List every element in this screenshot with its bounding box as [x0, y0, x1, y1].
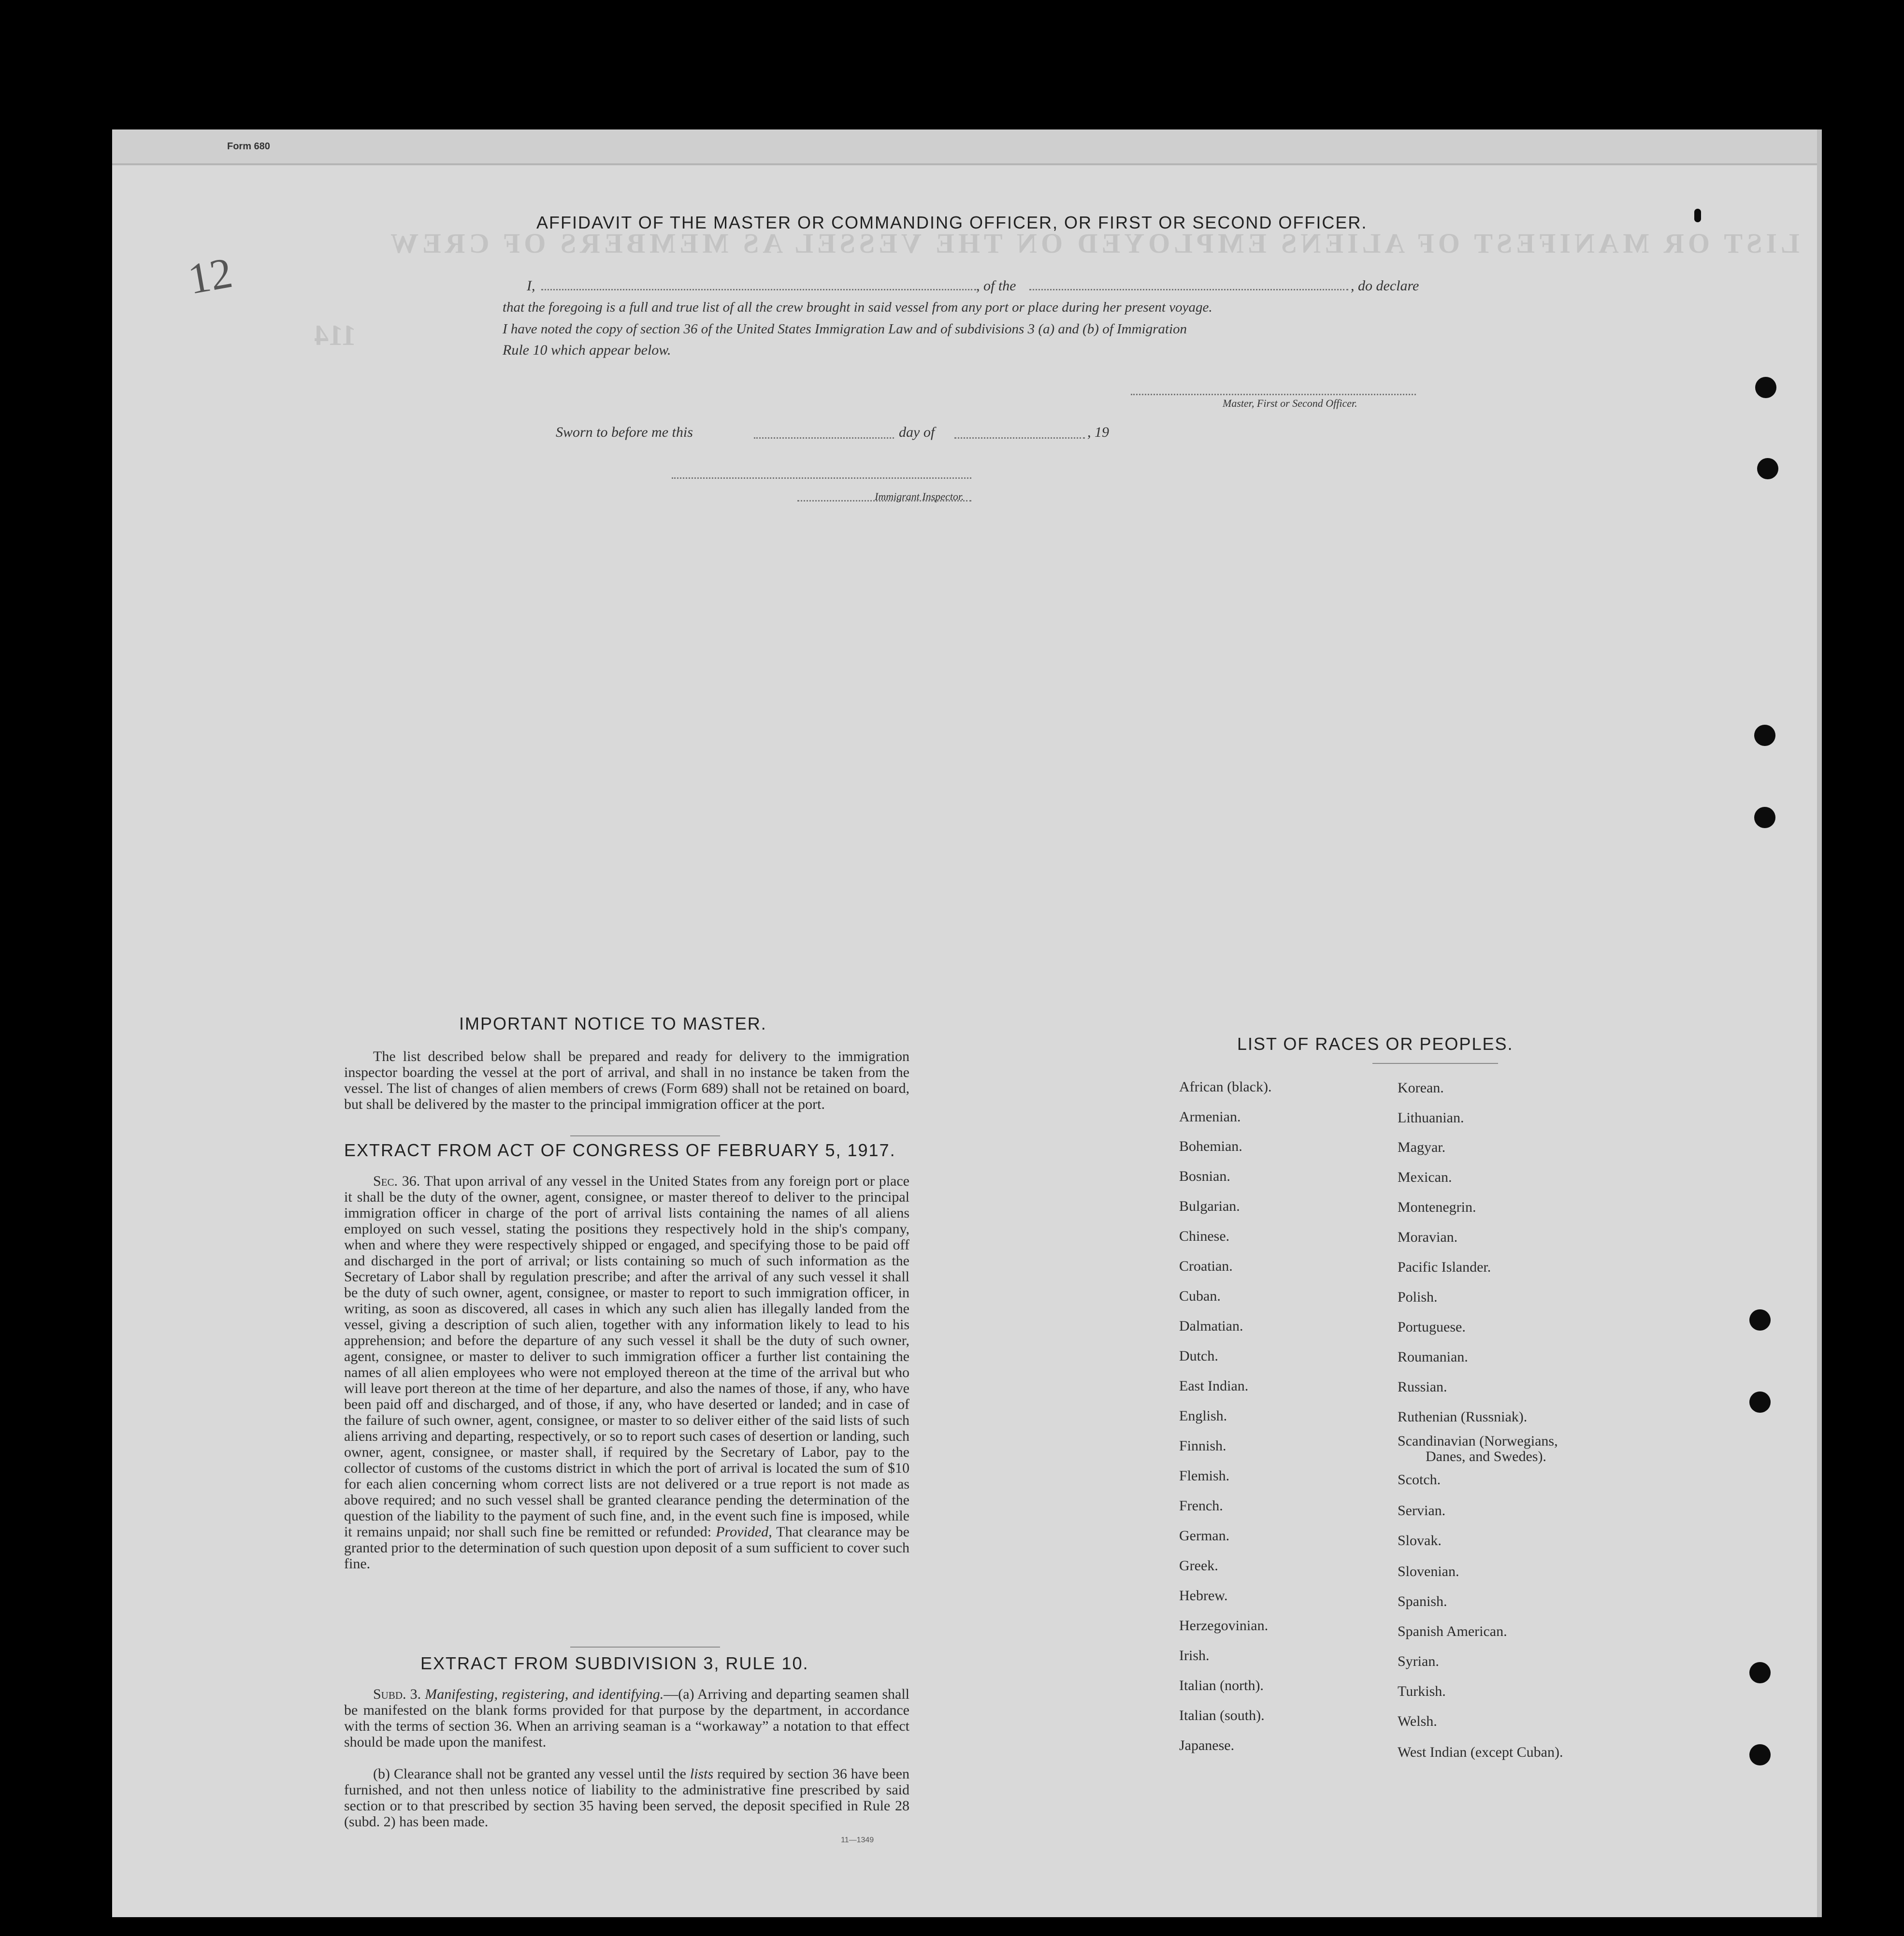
- extract-act-heading: EXTRACT FROM ACT OF CONGRESS OF FEBRUARY 5, 1917.: [344, 1140, 896, 1160]
- race-item: Moravian.: [1398, 1229, 1458, 1245]
- affidavit-line4: Rule 10 which appear below.: [503, 342, 671, 358]
- race-item: Scandinavian (Norwegians,: [1398, 1433, 1558, 1449]
- race-item: Flemish.: [1179, 1468, 1230, 1484]
- bleed-through-heading: LIST OR MANIFEST OF ALIENS EMPLOYED ON THE VESSEL AS MEMBERS OF CREW: [387, 228, 1800, 259]
- affidavit-line1-end: , do declare: [1351, 278, 1419, 294]
- race-item: Slovenian.: [1398, 1563, 1459, 1579]
- races-rule: [1372, 1063, 1498, 1064]
- form-number: Form 680: [227, 141, 270, 152]
- race-item: Armenian.: [1179, 1109, 1241, 1125]
- section-label: Sec. 36.: [373, 1173, 420, 1189]
- race-item: Bosnian.: [1179, 1168, 1230, 1184]
- race-item: Japanese.: [1179, 1737, 1235, 1753]
- bleed-through-number: 114: [314, 319, 356, 351]
- sworn-text: Sworn to before me this: [556, 424, 693, 440]
- punch-hole: [1749, 1662, 1771, 1683]
- race-item: Scotch.: [1398, 1472, 1441, 1488]
- subdivision-b-text: [344, 1766, 909, 1830]
- affidavit-line1-start: I,: [527, 278, 535, 294]
- notice-text: The list described below shall be prepared and ready for delivery to the immigration inspector boarding the vessel at the port of arrival, and shall in no instance be taken from the vessel. The list of changes of alien members of crews (Form 689) shall not be retained on board, but shall be delivered by the master to the principal immigration officer at the port.: [344, 1048, 909, 1112]
- race-item: African (black).: [1179, 1079, 1272, 1095]
- punch-hole: [1749, 1309, 1771, 1331]
- race-item: Roumanian.: [1398, 1349, 1468, 1365]
- extract-act-text: [344, 1173, 909, 1572]
- name-blank: [541, 289, 976, 290]
- race-item: Italian (south).: [1179, 1707, 1265, 1723]
- race-item: Pacific Islander.: [1398, 1259, 1491, 1275]
- affidavit-line2: that the foregoing is a full and true list of all the crew brought in said vessel from any port or place during her present voyage.: [503, 300, 1212, 315]
- race-item: Lithuanian.: [1398, 1110, 1464, 1126]
- race-item: Croatian.: [1179, 1258, 1233, 1274]
- subdivision-a-text: [344, 1686, 909, 1750]
- race-item: East Indian.: [1179, 1378, 1249, 1394]
- punch-hole: [1749, 1391, 1771, 1413]
- race-item: Montenegrin.: [1398, 1199, 1476, 1215]
- race-item: Servian.: [1398, 1503, 1446, 1519]
- race-item: Korean.: [1398, 1080, 1444, 1096]
- race-item-continued: Danes, and Swedes).: [1426, 1448, 1546, 1464]
- race-item: Welsh.: [1398, 1713, 1437, 1729]
- punch-hole: [1749, 1744, 1771, 1765]
- race-item: Spanish American.: [1398, 1623, 1507, 1639]
- provided-word: Provided,: [716, 1524, 772, 1540]
- vessel-blank: [1029, 289, 1348, 290]
- notice-rule: [570, 1135, 720, 1136]
- race-item: German.: [1179, 1528, 1230, 1544]
- day-blank-line: [754, 437, 894, 439]
- race-item: Chinese.: [1179, 1228, 1230, 1244]
- race-item: Spanish.: [1398, 1593, 1447, 1609]
- race-item: Syrian.: [1398, 1653, 1439, 1669]
- race-item: French.: [1179, 1498, 1223, 1514]
- race-item: Italian (north).: [1179, 1678, 1264, 1693]
- race-item: Dutch.: [1179, 1348, 1218, 1364]
- subd-para-a: —(a) Arriving and departing seamen shall be manifested on the blank forms provided for that purpose by the department, in accordance with the terms of section 36. When an arriving seaman is a “workaway” a notation to that effect should be made upon the manifest.: [344, 1686, 909, 1750]
- race-item: Turkish.: [1398, 1683, 1446, 1699]
- race-item: Bulgarian.: [1179, 1198, 1240, 1214]
- race-item: Polish.: [1398, 1289, 1438, 1305]
- print-code: 11—1349: [841, 1836, 874, 1844]
- race-item: Herzegovinian.: [1179, 1618, 1269, 1634]
- subd-para-b-2: required by section 36 have been furnished, and not then unless notice of liability to the administrative fine prescribed by said section or to that prescribed by section 35 having been served, the deposit specified in Rule 28 (subd. 2) has been made.: [344, 1766, 909, 1830]
- race-item: Russian.: [1398, 1379, 1447, 1395]
- race-item: English.: [1179, 1408, 1227, 1424]
- affidavit-line3: I have noted the copy of section 36 of the United States Immigration Law and of subdivisions 3 (a) and (b) of Immigration: [503, 321, 1187, 337]
- signature-blank: [1131, 394, 1416, 395]
- race-item: Cuban.: [1179, 1288, 1221, 1304]
- notice-heading: IMPORTANT NOTICE TO MASTER.: [459, 1014, 767, 1033]
- subd-label: Subd. 3.: [373, 1686, 421, 1702]
- handwritten-mark: 12: [185, 248, 236, 304]
- punch-hole: [1694, 209, 1701, 222]
- subd-para-b-lists: lists: [690, 1766, 714, 1782]
- race-item: Hebrew.: [1179, 1588, 1228, 1604]
- sworn-year: , 19: [1087, 424, 1109, 440]
- race-item: Greek.: [1179, 1558, 1218, 1574]
- subd-title: Manifesting, registering, and identifying.: [425, 1686, 664, 1702]
- sheet-top-edge: [112, 129, 1817, 165]
- document-sheet: [112, 129, 1822, 1917]
- inspector-label: Immigrant Inspector.: [875, 490, 964, 502]
- punch-hole: [1754, 807, 1775, 828]
- act-rule: [570, 1647, 720, 1648]
- race-item: Dalmatian.: [1179, 1318, 1243, 1334]
- punch-hole: [1757, 458, 1778, 479]
- punch-hole: [1754, 725, 1775, 746]
- signature-label: Master, First or Second Officer.: [1223, 397, 1357, 409]
- race-item: Finnish.: [1179, 1438, 1226, 1454]
- month-blank: [954, 437, 1085, 439]
- race-item: Magyar.: [1398, 1139, 1446, 1155]
- punch-hole: [1755, 377, 1776, 398]
- extract-rule-heading: EXTRACT FROM SUBDIVISION 3, RULE 10.: [420, 1653, 809, 1673]
- inspector-blank-1: [672, 477, 971, 479]
- race-item: Irish.: [1179, 1648, 1210, 1664]
- affidavit-line1-mid: , of the: [976, 278, 1016, 294]
- sworn-day-of: day of: [899, 424, 935, 440]
- affidavit-title: AFFIDAVIT OF THE MASTER OR COMMANDING OFFICER, OR FIRST OR SECOND OFFICER.: [536, 213, 1368, 232]
- race-item: Mexican.: [1398, 1169, 1452, 1185]
- races-heading: LIST OF RACES OR PEOPLES.: [1237, 1034, 1514, 1054]
- race-item: Slovak.: [1398, 1533, 1442, 1549]
- section-text-a: That upon arrival of any vessel in the United States from any foreign port or place it shall be the duty of the owner, agent, consignee, or master thereof to deliver to the principal immigration officer in charge of the port of arrival lists containing the names of all aliens employed on such vessel, stating the positions they respectively hold in the ship's company, when and where they were respectively shipped or engaged, and specifying those to be paid off and discharged in the port of arrival; or lists containing so much of such information as the Secretary of Labor shall by regulation prescribe; and after the arrival of any such vessel it shall be the duty of such owner, agent, consignee, or master to report to such immigration officer, in writing, as soon as discovered, all cases in which any such alien has illegally landed from the vessel, giving a description of such alien, together with any information likely to lead to his apprehension; and before the departure of any such vessel it shall be the duty of such owner, agent, consignee, or master to deliver to such immigration officer a further list containing the names of all alien employees who were not employed thereon at the time of the arrival but who will leave port thereon at the time of her departure, and also the names of those, if any, who have been paid off and discharged, and of those, if any, who have deserted or landed; and in case of the failure of such owner, agent, consignee, or master to so deliver either of the said lists of such aliens arriving and departing, respectively, or so to report such cases of desertion or landing, such owner, agent, consignee, or master shall, if required by the Secretary of Labor, pay to the collector of customs of the customs district in which the port of arrival is located the sum of $10 for each alien concerning whom correct lists are not delivered or a true report is not made as above required; and no such vessel shall be granted clearance pending the determination of the question of the liability to the payment of such fine, and, in the event such fine is imposed, while it remains unpaid; nor shall such fine be remitted or refunded:: [344, 1173, 909, 1540]
- race-item: Portuguese.: [1398, 1319, 1466, 1335]
- race-item: Ruthenian (Russniak).: [1398, 1409, 1528, 1425]
- race-item: West Indian (except Cuban).: [1398, 1744, 1563, 1760]
- section-text-b: That clearance may be granted prior to the determination of such question upon deposit of a sum sufficient to cover such fine.: [344, 1524, 909, 1572]
- race-item: Bohemian.: [1179, 1138, 1242, 1154]
- subd-para-b-1: (b) Clearance shall not be granted any vessel until the: [373, 1766, 686, 1782]
